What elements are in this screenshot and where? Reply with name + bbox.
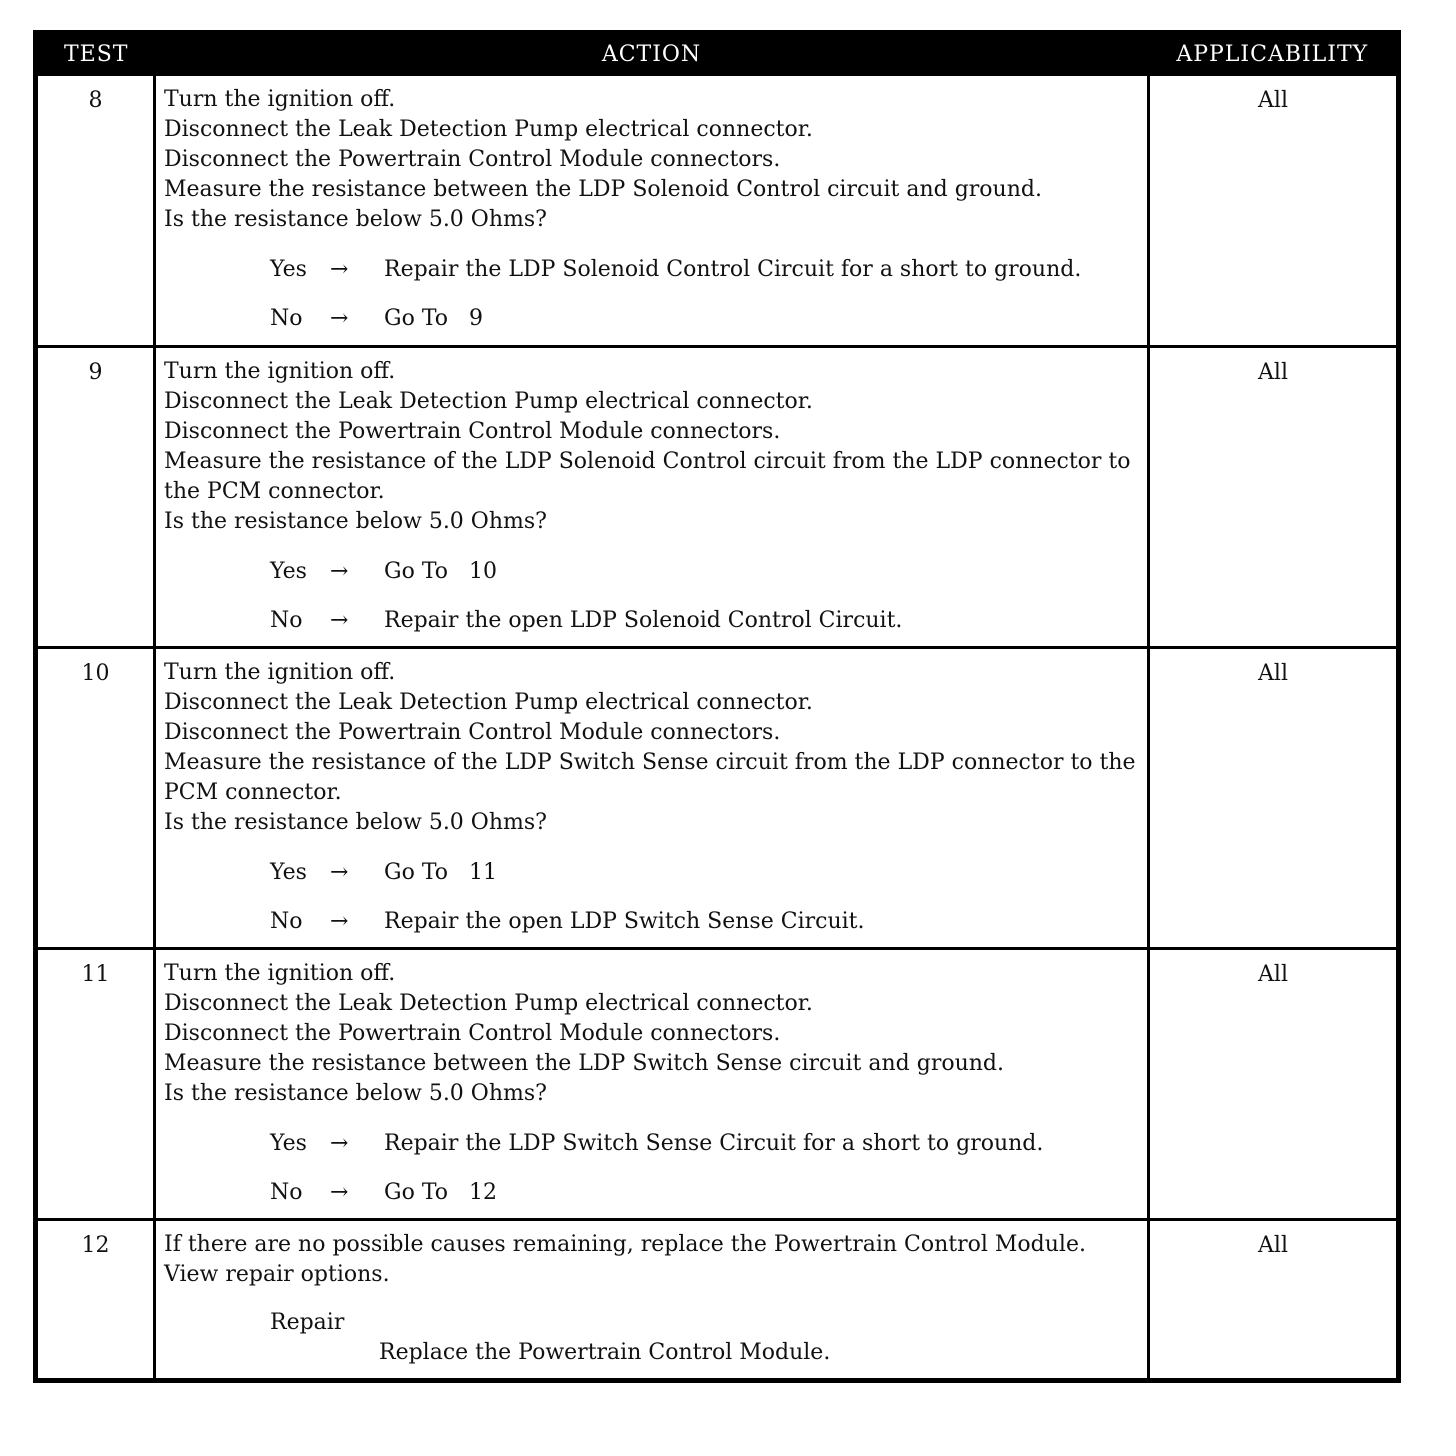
action-step: Turn the ignition off. (164, 660, 396, 685)
action-step: Measure the resistance between the LDP Solenoid Control circuit and ground. (164, 177, 1042, 202)
applicability-value: All (1149, 347, 1399, 648)
action-step: Is the resistance below 5.0 Ohms? (164, 207, 547, 232)
action-step: Disconnect the Leak Detection Pump electrical connector. (164, 389, 813, 414)
action-cell (155, 949, 1149, 1220)
test-number: 8 (36, 75, 155, 347)
action-step: Disconnect the Leak Detection Pump electrical connector. (164, 117, 813, 142)
arrow-icon: → (330, 1180, 349, 1205)
header-action: ACTION (155, 33, 1149, 75)
no-label: No (270, 909, 303, 934)
yes-text: Go To 10 (384, 559, 497, 584)
no-text: Go To 9 (384, 306, 483, 331)
yes-result (270, 255, 1141, 285)
repair-text: Replace the Powertrain Control Module. (379, 1340, 831, 1365)
no-label: No (270, 1180, 303, 1205)
action-step: Disconnect the Powertrain Control Module connectors. (164, 147, 781, 172)
yes-label: Yes (270, 1131, 307, 1156)
yes-result (270, 557, 1141, 587)
action-cell (155, 75, 1149, 347)
test-number: 9 (36, 347, 155, 648)
action-cell (155, 1220, 1149, 1381)
yes-label: Yes (270, 860, 307, 885)
repair-label: Repair (270, 1310, 345, 1335)
arrow-icon: → (330, 608, 349, 633)
yes-text: Go To 11 (384, 860, 497, 885)
action-step: If there are no possible causes remaining, replace the Powertrain Control Module. (164, 1232, 1086, 1257)
applicability-value: All (1149, 949, 1399, 1220)
action-step: Measure the resistance of the LDP Switch Sense circuit from the LDP connector to the PCM connector. (164, 750, 1136, 805)
table-row (36, 648, 1399, 949)
applicability-value: All (1149, 75, 1399, 347)
arrow-icon: → (330, 909, 349, 934)
arrow-icon: → (330, 559, 349, 584)
applicability-value: All (1149, 1220, 1399, 1381)
test-number: 10 (36, 648, 155, 949)
arrow-icon: → (330, 306, 349, 331)
action-step: Disconnect the Powertrain Control Module connectors. (164, 720, 781, 745)
yes-text: Repair the LDP Switch Sense Circuit for a short to ground. (384, 1131, 1044, 1156)
action-step: Disconnect the Powertrain Control Module connectors. (164, 419, 781, 444)
action-step: Is the resistance below 5.0 Ohms? (164, 1081, 547, 1106)
no-result (270, 1178, 1141, 1208)
action-step: Measure the resistance of the LDP Solenoid Control circuit from the LDP connector to the PCM connector. (164, 449, 1131, 504)
action-cell (155, 347, 1149, 648)
no-text: Repair the open LDP Solenoid Control Circuit. (384, 608, 903, 633)
action-step: Disconnect the Leak Detection Pump electrical connector. (164, 690, 813, 715)
no-result (270, 907, 1141, 937)
arrow-icon: → (330, 1131, 349, 1156)
action-step: Disconnect the Powertrain Control Module connectors. (164, 1021, 781, 1046)
action-step: Measure the resistance between the LDP Switch Sense circuit and ground. (164, 1051, 1005, 1076)
yes-result (270, 858, 1141, 888)
yes-label: Yes (270, 257, 307, 282)
action-cell (155, 648, 1149, 949)
action-step: Disconnect the Leak Detection Pump electrical connector. (164, 991, 813, 1016)
table-row (36, 949, 1399, 1220)
action-step: Is the resistance below 5.0 Ohms? (164, 509, 547, 534)
arrow-icon: → (330, 860, 349, 885)
no-label: No (270, 306, 303, 331)
no-text: Go To 12 (384, 1180, 497, 1205)
header-applicability: APPLICABILITY (1149, 33, 1399, 75)
table-row (36, 1220, 1399, 1381)
applicability-value: All (1149, 648, 1399, 949)
table-header-row (36, 33, 1399, 75)
no-result (270, 606, 1141, 636)
yes-label: Yes (270, 559, 307, 584)
action-step: Turn the ignition off. (164, 359, 396, 384)
no-text: Repair the open LDP Switch Sense Circuit. (384, 909, 865, 934)
arrow-icon: → (330, 257, 349, 282)
action-step: View repair options. (164, 1262, 390, 1287)
action-step: Turn the ignition off. (164, 87, 396, 112)
test-number: 11 (36, 949, 155, 1220)
header-test: TEST (36, 33, 155, 75)
diagnostic-test-table (33, 30, 1401, 1383)
yes-text: Repair the LDP Solenoid Control Circuit for a short to ground. (384, 257, 1082, 282)
yes-result (270, 1129, 1141, 1159)
table-row (36, 75, 1399, 347)
no-result (270, 304, 1141, 334)
no-label: No (270, 608, 303, 633)
table-row (36, 347, 1399, 648)
test-number: 12 (36, 1220, 155, 1381)
action-step: Is the resistance below 5.0 Ohms? (164, 810, 547, 835)
action-step: Turn the ignition off. (164, 961, 396, 986)
